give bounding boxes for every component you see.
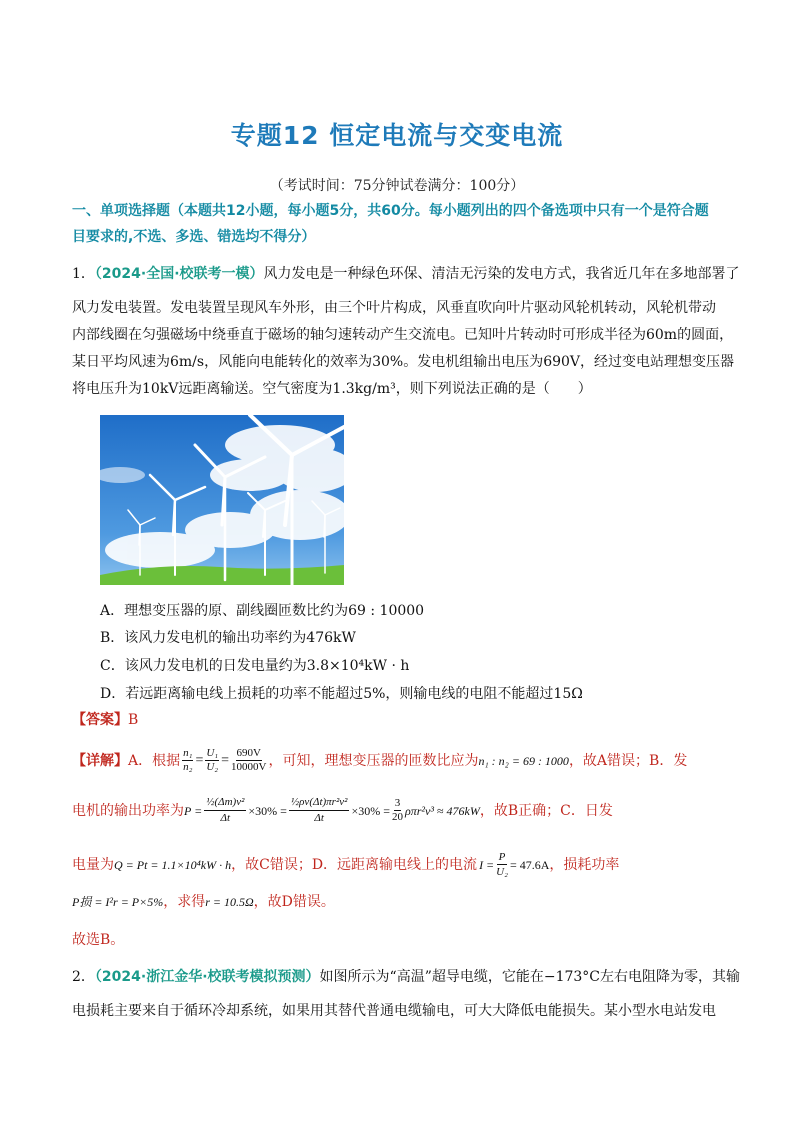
q1-line-1 — [72, 263, 740, 285]
power-num-1: ½(Δm)v² — [204, 795, 246, 811]
formula-loss: P损 = I²r = P×5% — [72, 895, 164, 909]
power-num-2: ½ρv(Δt)πr²v² — [289, 795, 350, 811]
detail-4a: ，求得 — [163, 894, 206, 910]
formula-power-1 — [204, 795, 246, 826]
q1-option-c: C．该风力发电机的日发电量约为3.8×10⁴kW · h — [100, 658, 410, 674]
v-secondary: 10000V — [231, 761, 267, 773]
q1-option-a: A．理想变压器的原、副线圈匝数比约为69 : 10000 — [100, 603, 425, 619]
current-value: = 47.6A — [509, 857, 550, 872]
current-num: P — [498, 851, 506, 863]
power-symbol: P = — [184, 803, 203, 818]
v-primary: 690V — [236, 747, 261, 759]
q2-text-2: 电损耗主要来自于循环冷却系统，如果用其替代普通电缆输电，可大大降低电能损失。某小型水电站发电 — [72, 1003, 716, 1019]
q1-number: 1． — [72, 266, 95, 282]
formula-voltage-ratio — [231, 747, 266, 774]
q1-text-3: 内部线圈在匀强磁场中绕垂直于磁场的轴匀速转动产生交流电。已知叶片转动时可形成半径为60m的圆面， — [72, 327, 734, 343]
detail-2a: 电机的输出功率为 — [72, 802, 184, 819]
formula-u-ratio — [205, 747, 219, 774]
formula-current — [496, 850, 508, 879]
formula-power-frac — [392, 797, 403, 824]
n1: n₁ — [183, 747, 193, 759]
frac-den: 20 — [391, 811, 403, 823]
q2-source: （2024·浙江金华·校联考模拟预测） — [94, 969, 320, 985]
q1-text-4: 某日平均风速为6m/s，风能向电能转化的效率为30%。发电机组输出电压为690V，经过变电站理想变压器 — [72, 354, 735, 370]
u2: U₂ — [206, 761, 219, 773]
detail-conclusion: 故选B。 — [72, 932, 125, 948]
detail-1c: ，故A错误；B．发 — [568, 752, 688, 769]
q2-text-1: 如图所示为“高温”超导电缆，它能在−173°C左右电阻降为零，其输 — [319, 969, 741, 985]
q1-text-5: 将电压升为10kV远距离输送。空气密度为1.3kg/m³，则下列说法正确的是（ ） — [72, 381, 592, 397]
formula-power-2 — [289, 795, 350, 826]
detail-3a: 电量为 — [72, 856, 114, 873]
q1-option-b: B．该风力发电机的输出功率约为476kW — [100, 630, 356, 646]
detail-line-2 — [72, 795, 613, 826]
detail-3b: ，故C错误；D．远距离输电线上的电流 — [231, 856, 478, 873]
u1: U₁ — [206, 747, 219, 759]
frac-num: 3 — [394, 797, 401, 809]
power-tail: ρπr²v³ ≈ 476kW — [404, 803, 480, 818]
current-den: U₂ — [496, 866, 508, 878]
detail-line-3 — [72, 850, 619, 879]
detail-line-4 — [72, 891, 335, 913]
q2-number: 2． — [72, 969, 95, 985]
q1-option-d: D．若远距离输电线上损耗的功率不能超过5%，则输电线的电阻不能超过15Ω — [100, 686, 583, 702]
formula-r: r = 10.5Ω — [205, 895, 254, 909]
power-end: ×30% = — [351, 803, 390, 818]
power-den-2: Δt — [314, 812, 324, 824]
current-symbol: I = — [479, 857, 495, 872]
formula-turns: n₁ : n₂ = 69 : 1000 — [478, 753, 569, 768]
exam-info: （考试时间：75分钟试卷满分：100分） — [269, 178, 525, 194]
n2: n₂ — [183, 761, 193, 773]
detail-1b: ，可知，理想变压器的匝数比应为 — [268, 752, 479, 769]
formula-energy: Q = Pt = 1.1×10⁴kW · h — [114, 857, 232, 872]
detail-2b: ，故B正确；C．日发 — [479, 802, 613, 819]
q1-text-2: 风力发电装置。发电装置呈现风车外形，由三个叶片构成，风垂直吹向叶片驱动风轮机转动，风轮机带动 — [72, 300, 716, 316]
q1-answer — [72, 709, 138, 731]
detail-4b: ，故D错误。 — [253, 894, 335, 910]
detail-3c: ，损耗功率 — [549, 856, 620, 873]
power-mid: ×30% = — [248, 803, 287, 818]
page-title: 专题12 恒定电流与交变电流 — [230, 121, 564, 150]
detail-1a: A．根据 — [128, 752, 181, 769]
section-heading-line2: 目要求的,不选、多选、错选均不得分） — [72, 229, 316, 245]
q1-source: （2024·全国·校联考一模） — [94, 266, 264, 282]
detail-line-1: 【详解】 A．根据 $\frac{\text{n₁}}{\text{n₂}}$ = $\frac{\text{U₁}}{\text{U₂}}$ = $\frac{690V}{10000V}$ ，可知，理想变压器的匝数比应为 n₁ : n₂ = 69 : 1000 ，故A错误；B．发 — [72, 747, 688, 773]
answer-label: 【答案】 — [72, 712, 128, 728]
formula-n-ratio — [182, 747, 193, 774]
answer-value: B — [128, 712, 139, 728]
section-heading-line1: 一、单项选择题（本题共12小题，每小题5分，共60分。每小题列出的四个备选项中只有一个是符合题 — [72, 203, 709, 219]
detail-label-text: 【详解】 — [72, 752, 128, 769]
q2-line-1 — [72, 966, 740, 988]
q1-text-1: 风力发电是一种绿色环保、清洁无污染的发电方式，我省近几年在多地部署了 — [263, 266, 740, 282]
power-den-1: Δt — [220, 812, 231, 824]
wind-turbines-photo — [100, 415, 344, 585]
